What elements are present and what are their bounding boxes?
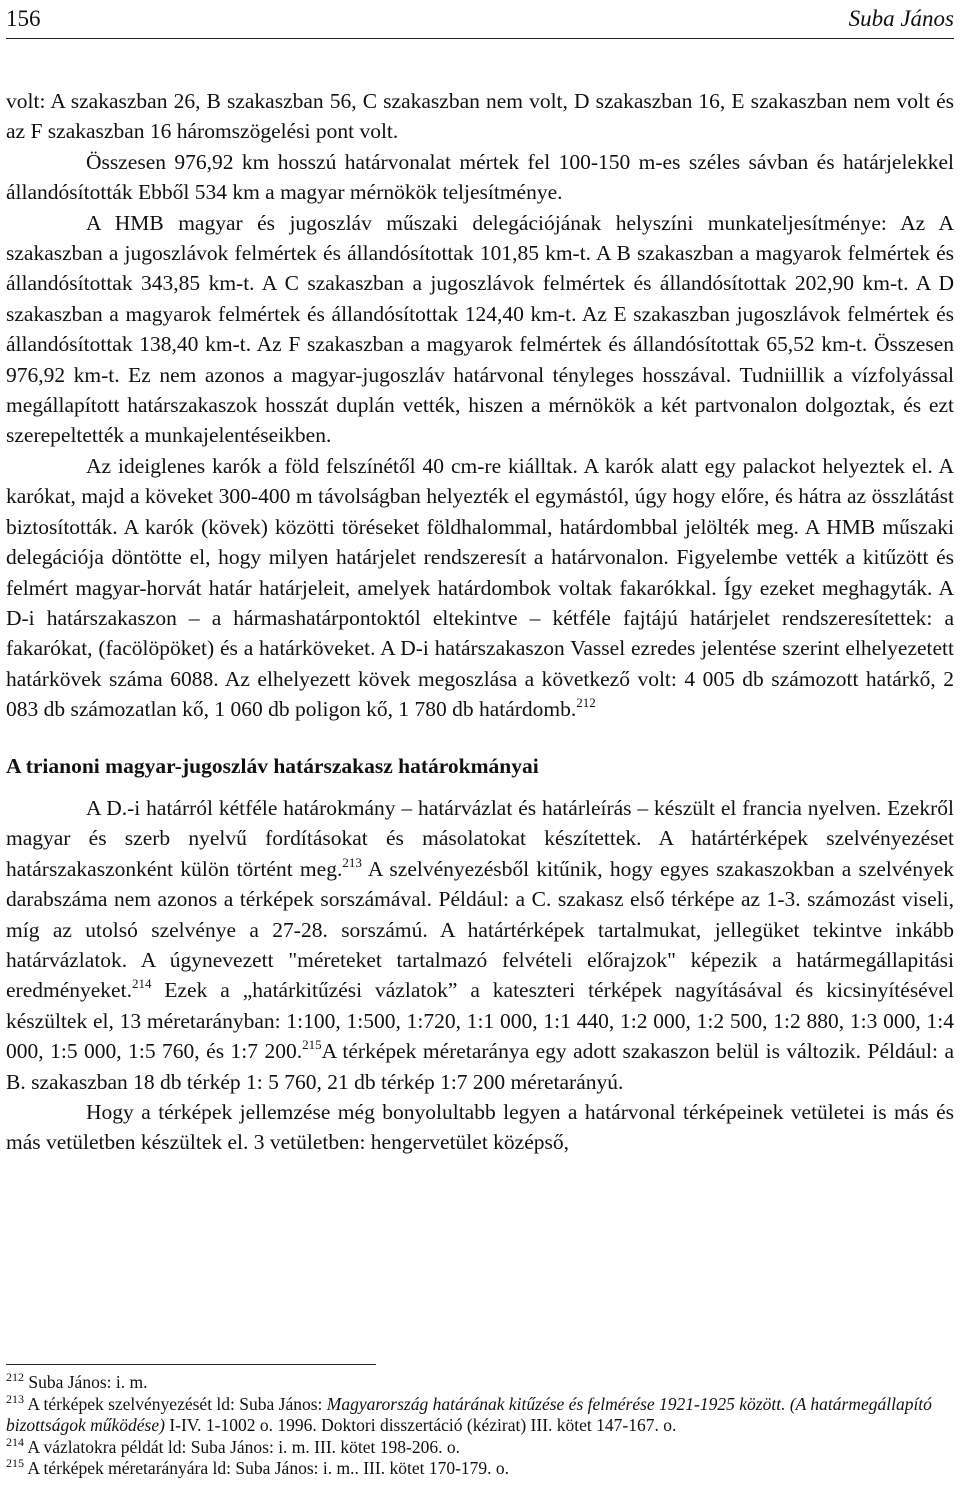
paragraph [6,793,954,1097]
paragraph: Hogy a térképek jellemzése még bonyolultabb legyen a határvonal térképeinek vetületei is más és más vetületben készültek el. 3 vetületben: hengervetület középső, [6,1100,954,1155]
paragraph [6,451,954,725]
footnote-text: I-IV. 1-1002 o. 1996. Doktori disszertáció (kézirat) III. kötet 147-167. o. [164,1415,677,1435]
paragraph-text: A szelvényezésből kitűnik, hogy egyes szakaszokban a szelvények darabszáma nem azonos a térképek sorszámával. Például: a C. szakasz első térképe az 1-3. számozást viseli, míg az utolsó szelvénye a 27-28. sorszámú. A határtérképek tartalmukat, jellegüket tekintve inkább határvázlatok. A úgynevezett "méreteket tartalmazó felvételi előrajzok" képezik a határmegállapitási eredményeket. [6,856,954,1003]
footnote-ref: 212 [576,695,596,711]
footnote-text: A térképek szelvényezését ld: Suba János: [27,1393,327,1414]
paragraph-text: A térképek méretaránya egy adott szakaszon belül is változik. Például: a B. szakaszban 18 db térkép 1: 5 760, 21 db térkép 1:7 200 méretarányú. [6,1039,954,1094]
footnote-ref: 214 [131,976,152,992]
running-title: Suba János [848,6,954,31]
paragraph: A HMB magyar és jugoszláv műszaki delegációjának helyszíni munkateljesítménye: Az A szakaszban a jugoszlávok felmértek és állandósítottak 101,85 km-t. A B szakaszban a magyarok felmértek és állandósítottak 343,85 km-t. A C szakaszban a jugoszlávok felmértek és állandósítottak 202,90 km-t. A D szakaszban a magyarok felmértek és állandósítottak 124,40 km-t. Az E szakaszban jugoszlávok felmértek és állandósítottak 138,40 km-t. Az F szakaszban a magyarok felmértek és állandósítottak 65,52 km-t. Összesen 976,92 km-t. Ez nem azonos a magyar-jugoszláv határvonal tényleges hosszával. Tudniillik a vízfolyással megállapított határszakaszok hosszát duplán vették, hiszen a mérnökök a két partvonalon dolgoztak, és ezt szerepeltették a munkajelentéseikben. [6,210,954,448]
footnote [6,1458,954,1480]
footnote-number: 215 [6,1456,24,1470]
footnote-text: A térképek méretarányára ld: Suba János: i. m.. III. kötet 170-179. o. [27,1458,510,1478]
paragraph: volt: A szakaszban 26, B szakaszban 56, C szakaszban nem volt, D szakaszban 16, E szakaszban nem volt és az F szakaszban 16 háromszögelési pont volt. [6,89,954,144]
footnote [6,1391,954,1437]
page-header [6,0,954,36]
footnote-text: A vázlatokra példát ld: Suba János: i. m. III. kötet 198-206. o. [27,1436,460,1457]
footnote-ref: 215 [302,1037,322,1053]
paragraph-text: Ezek a „határkitűzési vázlatok” a kateszteri térképek nagyításával és kicsinyítésével készültek el, 13 méretarányban: 1:100, 1:500, 1:720, 1:1 000, 1:1 440, 1:2 000, 1:2 500, 1:2 880, 1:3 000, 1:4 000, 1:5 000, 1:5 760, és 1:7 200. [6,978,954,1064]
main-text [6,86,954,1158]
header-rule [6,38,954,39]
footnote-number: 212 [6,1370,24,1384]
paragraph: Összesen 976,92 km hosszú határvonalat mértek fel 100-150 m-es széles sávban és határjelekkel állandósították Ebből 534 km a magyar mérnökök teljesítménye. [6,149,954,205]
footnote-number: 214 [6,1434,24,1449]
page-number: 156 [6,6,41,31]
footnote-text: Suba János: i. m. [28,1372,148,1392]
footnote [6,1434,954,1459]
section-heading: A trianoni magyar-jugoszláv határszakasz határokmányai [6,753,539,778]
paragraph-text: Az ideiglenes karók a föld felszínétől 40 cm-re kiálltak. A karók alatt egy palackot helyeztek el. A karókat, majd a köveket 300-400 m távolságban helyezték el egymástól, úgy hogy előre, és hátra az összlátást biztosították. A karók (kövek) közötti töréseket földhalommal, határdombbal jelölték meg. A HMB műszaki delegációja döntötte el, hogy milyen határjelet rendszeresít a határvonalon. Figyelembe vették a kitűzött és felmért magyar-horvát határ határjeleit, amelyek határdombok voltak fakarókkal. Így ezeket meghagyták. A D-i határszakaszon – a hármashatárpontoktól eltekintve – kétféle fajtájú határjelet rendszeresítettek: a fakarókat, (facölöpöket) és a határköveket. A D-i határszakaszon Vassel ezredes jelentése szerint elhelyezetett határkövek száma 6088. Az elhelyezett kövek megoszlása a következő volt: 4 005 db számozott határkő, 2 083 db számozatlan kő, 1 060 db poligon kő, 1 780 db határdomb. [6,453,954,722]
footnote-title: Magyarország határának kitűzése és felmérése 1921-1925 között. (A határmegállapító bizottságok működése) [6,1393,932,1435]
footnote [6,1372,954,1394]
footnote-rule [6,1364,376,1365]
paragraph-text: A D.-i határról kétféle határokmány – határvázlat és határleírás – készült el francia nyelven. Ezekről magyar és szerb nyelvű fordításokat és másolatokat készítettek. A határtérképek szelvényezéset határszakaszonként külön történt meg. [6,795,954,881]
footnotes [6,1372,954,1480]
footnote-ref: 213 [342,854,362,870]
footnote-number: 213 [6,1391,24,1406]
